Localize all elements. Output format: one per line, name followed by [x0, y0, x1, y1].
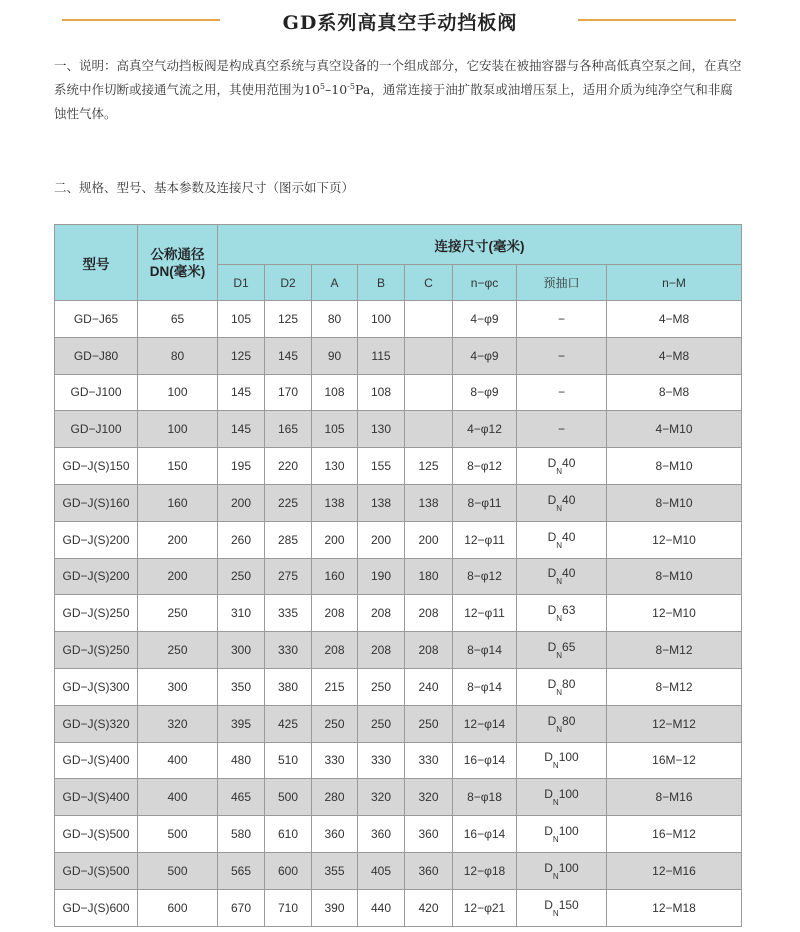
- cell-nm: 12−M12: [607, 705, 742, 742]
- cell-b: 208: [358, 595, 405, 632]
- port-subscript: N: [556, 651, 563, 661]
- cell-dn: 320: [138, 705, 218, 742]
- cell-nm: 8−M10: [607, 558, 742, 595]
- cell-c: 138: [405, 484, 453, 521]
- cell-nphi: 8−φ14: [453, 668, 517, 705]
- cell-d2: 285: [265, 521, 312, 558]
- cell-d1: 565: [218, 852, 265, 889]
- table-row: [55, 668, 742, 705]
- cell-nm: 4−M8: [607, 337, 742, 374]
- cell-d2: 710: [265, 889, 312, 926]
- cell-pre-pump-port: −: [517, 411, 607, 448]
- cell-model: GD−J(S)400: [55, 779, 138, 816]
- port-subscript: N: [556, 614, 563, 624]
- port-d: D: [547, 492, 557, 507]
- cell-d1: 260: [218, 521, 265, 558]
- cell-model: GD−J(S)250: [55, 632, 138, 669]
- intro-paragraph: [54, 54, 744, 126]
- cell-pre-pump-port: [517, 558, 607, 595]
- port-subscript: N: [552, 798, 559, 808]
- cell-nphi: 12−φ14: [453, 705, 517, 742]
- cell-b: 440: [358, 889, 405, 926]
- cell-b: 200: [358, 521, 405, 558]
- cell-c: 180: [405, 558, 453, 595]
- cell-c: 250: [405, 705, 453, 742]
- cell-a: 355: [312, 852, 358, 889]
- cell-a: 250: [312, 705, 358, 742]
- port-value: 100: [558, 787, 579, 802]
- cell-nphi: 12−φ11: [453, 521, 517, 558]
- cell-nm: 12−M10: [607, 521, 742, 558]
- cell-model: GD−J(S)200: [55, 558, 138, 595]
- table-row: [55, 301, 742, 338]
- port-d: D: [547, 640, 557, 655]
- cell-model: GD−J65: [55, 301, 138, 338]
- port-subscript: N: [552, 871, 559, 881]
- cell-nphi: 12−φ18: [453, 852, 517, 889]
- port-value: 80: [562, 713, 576, 728]
- cell-c: 240: [405, 668, 453, 705]
- cell-nphi: 12−φ21: [453, 889, 517, 926]
- cell-a: 160: [312, 558, 358, 595]
- cell-nphi: 8−φ9: [453, 374, 517, 411]
- cell-a: 360: [312, 816, 358, 853]
- cell-c: 360: [405, 852, 453, 889]
- table-row: [55, 889, 742, 926]
- port-d: D: [547, 676, 557, 691]
- cell-a: 130: [312, 448, 358, 485]
- port-subscript: N: [552, 761, 559, 771]
- cell-d1: 480: [218, 742, 265, 779]
- cell-d1: 395: [218, 705, 265, 742]
- cell-d1: 250: [218, 558, 265, 595]
- cell-c: 420: [405, 889, 453, 926]
- cell-d1: 300: [218, 632, 265, 669]
- port-d: D: [547, 603, 557, 618]
- cell-pre-pump-port: [517, 668, 607, 705]
- cell-c: 208: [405, 632, 453, 669]
- section-heading-2: 二、规格、型号、基本参数及连接尺寸（图示如下页）: [54, 180, 355, 195]
- cell-nm: 12−M16: [607, 852, 742, 889]
- port-d: D: [544, 787, 553, 802]
- port-value: 40: [562, 456, 576, 471]
- port-subscript: N: [556, 577, 563, 587]
- spec-table: [54, 224, 742, 927]
- cell-a: 90: [312, 337, 358, 374]
- port-d: D: [547, 566, 557, 581]
- cell-a: 108: [312, 374, 358, 411]
- subheader-d1: D1: [218, 265, 265, 301]
- table-row: [55, 705, 742, 742]
- cell-model: GD−J(S)300: [55, 668, 138, 705]
- cell-d2: 330: [265, 632, 312, 669]
- cell-nphi: 16−φ14: [453, 816, 517, 853]
- cell-pre-pump-port: [517, 448, 607, 485]
- intro-exp-1: 5: [319, 81, 326, 91]
- cell-b: 250: [358, 705, 405, 742]
- cell-nphi: 8−φ12: [453, 448, 517, 485]
- cell-pre-pump-port: [517, 705, 607, 742]
- cell-model: GD−J100: [55, 374, 138, 411]
- cell-model: GD−J(S)200: [55, 521, 138, 558]
- cell-model: GD−J(S)500: [55, 816, 138, 853]
- table-row: [55, 411, 742, 448]
- port-d: D: [547, 713, 557, 728]
- port-value: 100: [558, 824, 579, 839]
- cell-c: 125: [405, 448, 453, 485]
- cell-b: 108: [358, 374, 405, 411]
- cell-b: 330: [358, 742, 405, 779]
- cell-model: GD−J(S)500: [55, 852, 138, 889]
- cell-model: GD−J(S)160: [55, 484, 138, 521]
- cell-c: [405, 301, 453, 338]
- port-subscript: N: [556, 503, 563, 513]
- table-row: [55, 632, 742, 669]
- cell-model: GD−J(S)250: [55, 595, 138, 632]
- cell-nphi: 4−φ12: [453, 411, 517, 448]
- port-value: 40: [562, 492, 576, 507]
- cell-d1: 105: [218, 301, 265, 338]
- cell-pre-pump-port: [517, 779, 607, 816]
- cell-dn: 600: [138, 889, 218, 926]
- cell-dn: 500: [138, 852, 218, 889]
- cell-pre-pump-port: [517, 595, 607, 632]
- subheader-n-phi-c: n−φc: [453, 265, 517, 301]
- port-subscript: N: [556, 724, 563, 734]
- cell-dn: 300: [138, 668, 218, 705]
- cell-d2: 165: [265, 411, 312, 448]
- cell-pre-pump-port: [517, 521, 607, 558]
- cell-c: 360: [405, 816, 453, 853]
- cell-d1: 310: [218, 595, 265, 632]
- cell-a: 208: [312, 595, 358, 632]
- cell-c: 320: [405, 779, 453, 816]
- cell-nm: 8−M10: [607, 448, 742, 485]
- port-subscript: N: [552, 835, 559, 845]
- cell-dn: 400: [138, 779, 218, 816]
- cell-a: 208: [312, 632, 358, 669]
- port-value: 80: [562, 676, 576, 691]
- cell-nphi: 8−φ11: [453, 484, 517, 521]
- header-connection: 连接尺寸(毫米): [218, 225, 742, 265]
- port-value: 40: [562, 529, 576, 544]
- cell-model: GD−J(S)600: [55, 889, 138, 926]
- intro-text-b: –10: [325, 82, 348, 97]
- subheader-n-m: n−M: [607, 265, 742, 301]
- table-row: [55, 521, 742, 558]
- intro-text-a: 一、说明：高真空气动挡板阀是构成真空系统与真空设备的一个组成部分，它安装在被抽容器与各种高低真空泵之间，在真空系统中作切断或接通气流之用，其使用范围为10: [54, 58, 742, 97]
- subheader-d2: D2: [265, 265, 312, 301]
- cell-d2: 125: [265, 301, 312, 338]
- port-subscript: N: [552, 908, 559, 918]
- port-value: 63: [562, 603, 576, 618]
- cell-dn: 80: [138, 337, 218, 374]
- cell-d1: 200: [218, 484, 265, 521]
- intro-text-c: Pa，通常连接于油扩散泵或油增压泵上，适用介质为纯净空气和非腐蚀性气体。: [54, 82, 733, 121]
- cell-a: 200: [312, 521, 358, 558]
- cell-d2: 425: [265, 705, 312, 742]
- cell-d2: 380: [265, 668, 312, 705]
- cell-nphi: 12−φ11: [453, 595, 517, 632]
- cell-nm: 8−M12: [607, 668, 742, 705]
- table-row: [55, 779, 742, 816]
- cell-a: 80: [312, 301, 358, 338]
- cell-model: GD−J(S)320: [55, 705, 138, 742]
- cell-nm: 8−M12: [607, 632, 742, 669]
- cell-b: 115: [358, 337, 405, 374]
- cell-d1: 195: [218, 448, 265, 485]
- cell-d2: 510: [265, 742, 312, 779]
- cell-d2: 600: [265, 852, 312, 889]
- port-d: D: [544, 824, 553, 839]
- cell-b: 130: [358, 411, 405, 448]
- cell-c: [405, 411, 453, 448]
- cell-nm: 8−M10: [607, 484, 742, 521]
- table-row: [55, 374, 742, 411]
- cell-d1: 350: [218, 668, 265, 705]
- port-value: 65: [562, 640, 576, 655]
- cell-d2: 145: [265, 337, 312, 374]
- cell-a: 138: [312, 484, 358, 521]
- cell-dn: 500: [138, 816, 218, 853]
- cell-pre-pump-port: [517, 816, 607, 853]
- cell-pre-pump-port: −: [517, 337, 607, 374]
- cell-d1: 125: [218, 337, 265, 374]
- cell-d1: 145: [218, 374, 265, 411]
- cell-nm: 12−M18: [607, 889, 742, 926]
- cell-b: 360: [358, 816, 405, 853]
- cell-nphi: 16−φ14: [453, 742, 517, 779]
- table-row: [55, 484, 742, 521]
- header-dn: 公称通径 DN(毫米): [138, 225, 218, 301]
- cell-nm: 12−M10: [607, 595, 742, 632]
- cell-dn: 200: [138, 558, 218, 595]
- cell-a: 215: [312, 668, 358, 705]
- cell-nphi: 4−φ9: [453, 337, 517, 374]
- cell-b: 138: [358, 484, 405, 521]
- port-d: D: [544, 750, 553, 765]
- cell-b: 320: [358, 779, 405, 816]
- cell-c: 200: [405, 521, 453, 558]
- cell-pre-pump-port: −: [517, 301, 607, 338]
- cell-c: 208: [405, 595, 453, 632]
- subheader-c: C: [405, 265, 453, 301]
- cell-nm: 4−M10: [607, 411, 742, 448]
- cell-dn: 150: [138, 448, 218, 485]
- cell-pre-pump-port: −: [517, 374, 607, 411]
- cell-b: 208: [358, 632, 405, 669]
- port-d: D: [544, 897, 553, 912]
- cell-nm: 16M−12: [607, 742, 742, 779]
- cell-dn: 100: [138, 411, 218, 448]
- cell-model: GD−J80: [55, 337, 138, 374]
- cell-a: 105: [312, 411, 358, 448]
- port-value: 100: [558, 860, 579, 875]
- cell-nphi: 8−φ14: [453, 632, 517, 669]
- cell-b: 250: [358, 668, 405, 705]
- cell-d1: 465: [218, 779, 265, 816]
- cell-model: GD−J(S)150: [55, 448, 138, 485]
- cell-pre-pump-port: [517, 632, 607, 669]
- header-model: 型号: [55, 225, 138, 301]
- cell-pre-pump-port: [517, 852, 607, 889]
- cell-d2: 500: [265, 779, 312, 816]
- cell-dn: 100: [138, 374, 218, 411]
- cell-d2: 220: [265, 448, 312, 485]
- cell-b: 155: [358, 448, 405, 485]
- cell-nm: 8−M16: [607, 779, 742, 816]
- cell-dn: 65: [138, 301, 218, 338]
- table-row: [55, 595, 742, 632]
- cell-d1: 145: [218, 411, 265, 448]
- cell-nm: 8−M8: [607, 374, 742, 411]
- port-d: D: [547, 529, 557, 544]
- table-row: [55, 448, 742, 485]
- cell-pre-pump-port: [517, 742, 607, 779]
- cell-d1: 580: [218, 816, 265, 853]
- subheader-b: B: [358, 265, 405, 301]
- intro-exp-2: -5: [347, 81, 355, 91]
- port-d: D: [544, 860, 553, 875]
- cell-dn: 400: [138, 742, 218, 779]
- table-row: [55, 337, 742, 374]
- port-d: D: [547, 456, 557, 471]
- cell-pre-pump-port: [517, 889, 607, 926]
- port-subscript: N: [556, 540, 563, 550]
- cell-d1: 670: [218, 889, 265, 926]
- cell-a: 280: [312, 779, 358, 816]
- cell-c: 330: [405, 742, 453, 779]
- port-subscript: N: [556, 467, 563, 477]
- port-value: 150: [558, 897, 579, 912]
- cell-a: 330: [312, 742, 358, 779]
- cell-dn: 250: [138, 632, 218, 669]
- cell-b: 405: [358, 852, 405, 889]
- title-rule-right: [578, 19, 736, 21]
- cell-a: 390: [312, 889, 358, 926]
- cell-dn: 250: [138, 595, 218, 632]
- cell-nphi: 4−φ9: [453, 301, 517, 338]
- cell-nphi: 8−φ18: [453, 779, 517, 816]
- cell-nm: 4−M8: [607, 301, 742, 338]
- cell-d2: 225: [265, 484, 312, 521]
- page-title: GD系列高真空手动挡板阀: [282, 12, 518, 34]
- port-subscript: N: [556, 687, 563, 697]
- cell-c: [405, 337, 453, 374]
- cell-c: [405, 374, 453, 411]
- table-row: [55, 558, 742, 595]
- port-value: 40: [562, 566, 576, 581]
- cell-d2: 170: [265, 374, 312, 411]
- cell-d2: 610: [265, 816, 312, 853]
- cell-b: 100: [358, 301, 405, 338]
- cell-dn: 160: [138, 484, 218, 521]
- cell-nm: 16−M12: [607, 816, 742, 853]
- cell-pre-pump-port: [517, 484, 607, 521]
- cell-d2: 335: [265, 595, 312, 632]
- cell-b: 190: [358, 558, 405, 595]
- cell-d2: 275: [265, 558, 312, 595]
- cell-nphi: 8−φ12: [453, 558, 517, 595]
- cell-model: GD−J100: [55, 411, 138, 448]
- cell-dn: 200: [138, 521, 218, 558]
- table-row: [55, 816, 742, 853]
- table-row: [55, 852, 742, 889]
- subheader-pre-pump-port: 预抽口: [517, 265, 607, 301]
- table-row: [55, 742, 742, 779]
- port-value: 100: [558, 750, 579, 765]
- cell-model: GD−J(S)400: [55, 742, 138, 779]
- subheader-a: A: [312, 265, 358, 301]
